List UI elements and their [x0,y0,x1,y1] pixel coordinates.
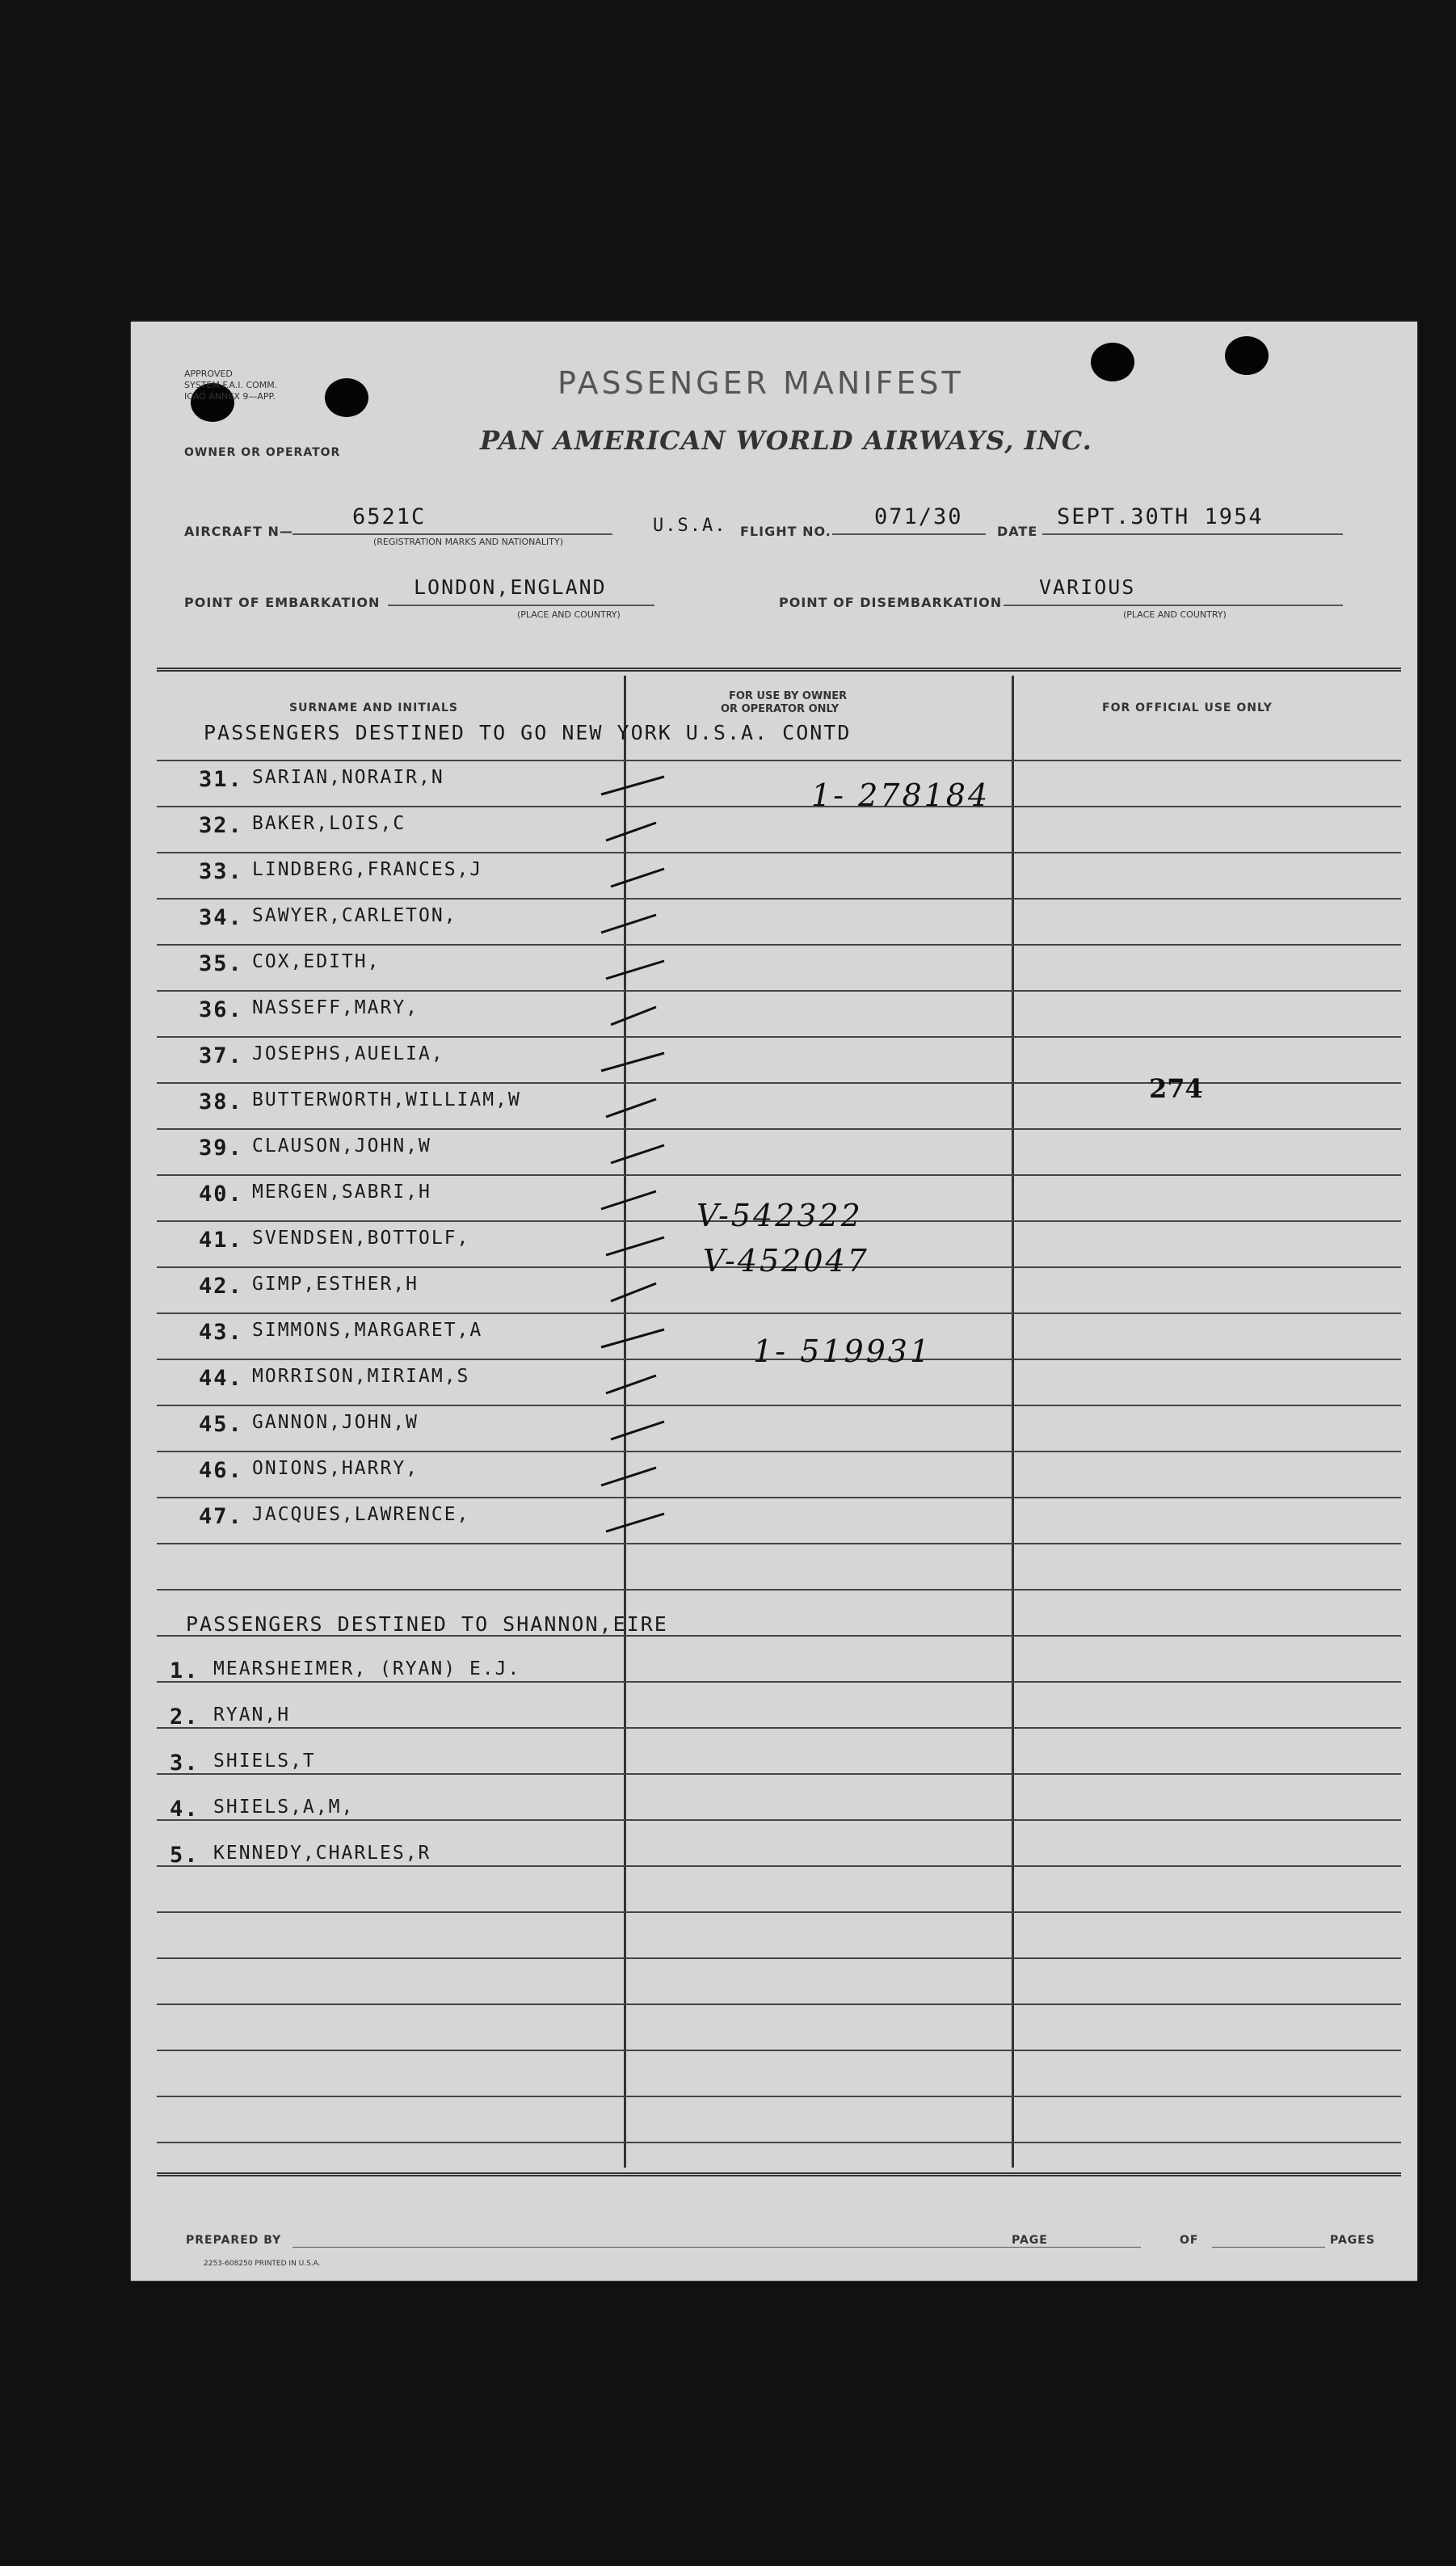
passenger-number: 2. [170,1704,200,1730]
passenger-name: RYAN,H [213,1704,291,1725]
row-rule [157,1543,1401,1544]
aircraft-value: 6521C [352,504,427,529]
check-mark-stroke [611,1283,656,1301]
passenger-name: GANNON,JOHN,W [252,1412,419,1433]
country-value: U.S.A. [653,516,727,536]
check-mark-stroke [611,1145,664,1163]
page-label: PAGE [1012,2234,1048,2247]
prepared-by-label: PREPARED BY [186,2234,282,2247]
registration-note: (REGISTRATION MARKS AND NATIONALITY) [373,537,564,547]
approval-line: SYSTEM F.A.I. COMM. [184,380,278,390]
row-rule [157,852,1401,853]
passenger-name: MORRISON,MIRIAM,S [252,1366,470,1387]
row-rule [157,944,1401,946]
passenger-name: ONIONS,HARRY, [252,1458,419,1479]
row-rule [157,2050,1401,2051]
passenger-name: SARIAN,NORAIR,N [252,767,444,788]
approval-line: APPROVED [184,369,233,379]
row-rule [157,990,1401,992]
approval-line: ICAO ANNEX 9—APP. [184,391,276,402]
column-header-owner-use: FOR USE BY OWNER [729,690,848,702]
passenger-number: 36. [199,997,243,1022]
check-mark-stroke [601,1468,656,1485]
passenger-number: 39. [199,1136,243,1161]
form-title: PASSENGER MANIFEST [558,365,964,401]
flight-value: 071/30 [874,504,963,529]
passenger-name: JACQUES,LAWRENCE, [252,1504,470,1525]
punch-hole [1091,343,1134,381]
check-mark-stroke [606,1514,664,1532]
underline [292,533,612,535]
row-rule [157,1727,1401,1729]
place-note: (PLACE AND COUNTRY) [1123,609,1227,620]
flight-label: FLIGHT NO. [740,524,831,539]
passenger-name: SIMMONS,MARGARET,A [252,1320,483,1341]
passenger-number: 33. [199,859,243,884]
check-mark-stroke [611,869,664,887]
manifest-page [131,322,1417,2281]
row-rule [157,1174,1401,1176]
passenger-number: 44. [199,1366,243,1391]
check-mark-stroke [606,961,664,979]
row-rule [157,1451,1401,1452]
passenger-name: MEARSHEIMER, (RYAN) E.J. [213,1658,521,1679]
row-rule [157,1773,1401,1775]
passenger-number: 35. [199,951,243,976]
passenger-name: SAWYER,CARLETON, [252,905,457,926]
handwritten-note: 1- 519931 [753,1334,932,1369]
passenger-number: 37. [199,1043,243,1068]
of-label: OF [1180,2234,1199,2247]
check-mark-stroke [601,777,664,794]
passenger-name: JOSEPHS,AUELIA, [252,1043,444,1064]
passenger-number: 38. [199,1089,243,1114]
passenger-number: 31. [199,767,243,792]
underline [832,533,986,535]
disembark-value: VARIOUS [1039,575,1136,599]
row-rule [157,1036,1401,1038]
passenger-number: 34. [199,905,243,930]
passenger-name: GIMP,ESTHER,H [252,1274,419,1295]
row-rule [157,1312,1401,1314]
passenger-number: 47. [199,1504,243,1529]
row-rule [157,2096,1401,2097]
date-label: DATE [997,524,1038,539]
disembark-label: POINT OF DISEMBARKATION [779,595,1003,610]
punch-hole [325,378,368,417]
check-mark-stroke [611,1007,656,1025]
passenger-number: 45. [199,1412,243,1437]
underline [1042,533,1343,535]
passenger-number: 1. [170,1658,200,1683]
row-rule [157,806,1401,807]
check-mark-stroke [601,1053,664,1071]
row-rule [157,1865,1401,1867]
row-rule [157,1681,1401,1683]
passenger-name: MERGEN,SABRI,H [252,1182,431,1203]
check-mark-stroke [611,1422,664,1439]
handwritten-note: V-542322 [696,1198,863,1233]
passenger-name: LINDBERG,FRANCES,J [252,859,483,880]
handwritten-note: 1- 278184 [811,777,991,813]
column-header-official-use: FOR OFFICIAL USE ONLY [1102,702,1273,714]
section-heading: PASSENGERS DESTINED TO GO NEW YORK U.S.A. CONTD [204,721,852,744]
passenger-number: 40. [199,1182,243,1207]
passenger-name: KENNEDY,CHARLES,R [213,1843,431,1864]
official-stamp: 274 [1149,1073,1203,1104]
passenger-number: 32. [199,813,243,838]
row-rule [157,1957,1401,1959]
check-mark-stroke [601,1329,664,1347]
date-value: SEPT.30TH 1954 [1057,504,1264,529]
underline [1004,605,1343,606]
check-mark-stroke [606,823,656,841]
place-note: (PLACE AND COUNTRY) [517,609,621,620]
passenger-number: 42. [199,1274,243,1299]
row-rule [157,1911,1401,1913]
passenger-name: SHIELS,A,M, [213,1797,355,1818]
row-rule [157,1589,1401,1591]
passenger-number: 46. [199,1458,243,1483]
column-header-surname: SURNAME AND INITIALS [289,702,458,714]
check-mark-stroke [601,915,656,933]
row-rule [157,1497,1401,1498]
check-mark-stroke [606,1099,656,1117]
row-rule [157,2142,1401,2143]
passenger-number: 41. [199,1228,243,1253]
underline [1212,2247,1325,2248]
table-bottom-rule [157,2172,1401,2176]
owner-label: OWNER OR OPERATOR [184,446,341,459]
underline [388,605,654,606]
handwritten-note: V-452047 [703,1243,869,1279]
passenger-name: BAKER,LOIS,C [252,813,406,834]
row-rule [157,1082,1401,1084]
underline [292,2247,1141,2248]
table-top-rule [157,668,1401,672]
passenger-number: 3. [170,1751,200,1776]
row-rule [157,2004,1401,2005]
passenger-name: NASSEFF,MARY, [252,997,419,1018]
pages-label: PAGES [1330,2234,1375,2247]
check-mark-stroke [606,1376,656,1393]
row-rule [157,760,1401,761]
passenger-number: 5. [170,1843,200,1868]
section-heading: PASSENGERS DESTINED TO SHANNON,EIRE [186,1612,668,1636]
row-rule [157,1819,1401,1821]
printer-mark: 2253-608250 PRINTED IN U.S.A. [204,2260,321,2268]
check-mark-stroke [606,1237,664,1255]
passenger-name: BUTTERWORTH,WILLIAM,W [252,1089,521,1110]
row-rule [157,1405,1401,1406]
row-rule [157,898,1401,900]
row-rule [157,1128,1401,1130]
punch-hole [1225,336,1269,375]
passenger-name: COX,EDITH, [252,951,381,972]
column-header-owner-use: OR OPERATOR ONLY [721,703,840,715]
aircraft-label: AIRCRAFT N— [184,524,293,539]
check-mark-stroke [601,1191,656,1209]
passenger-name: SHIELS,T [213,1751,316,1772]
embark-value: LONDON,ENGLAND [414,575,607,599]
passenger-name: SVENDSEN,BOTTOLF, [252,1228,470,1249]
passenger-number: 4. [170,1797,200,1822]
company-name: PAN AMERICAN WORLD AIRWAYS, INC. [480,425,1092,456]
passenger-name: CLAUSON,JOHN,W [252,1136,431,1157]
embark-label: POINT OF EMBARKATION [184,595,381,610]
passenger-number: 43. [199,1320,243,1345]
